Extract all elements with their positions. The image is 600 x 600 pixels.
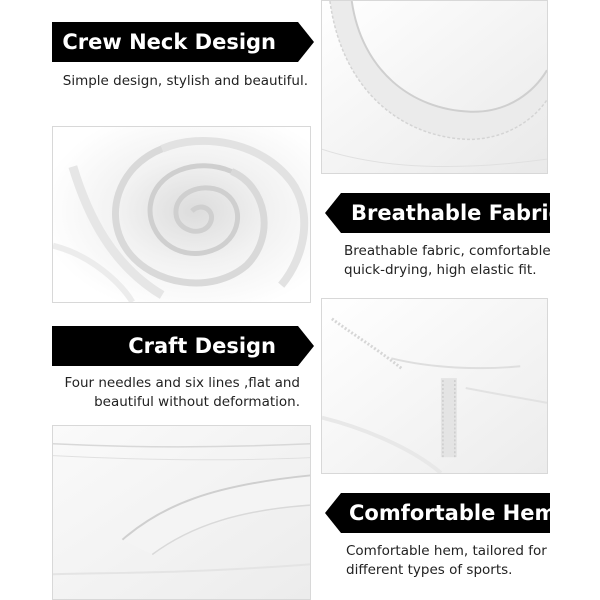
stitching-illustration [322, 299, 547, 473]
hem-photo [52, 425, 311, 600]
comfortable-hem-description [346, 542, 547, 580]
crew-neck-arrow-icon [298, 22, 314, 62]
hem-illustration [53, 426, 310, 599]
crew-neck-title: Crew Neck Design [62, 30, 276, 54]
fabric-swirl-illustration [53, 127, 310, 302]
craft-design-description [64, 374, 300, 412]
breathable-fabric-title: Breathable Fabric [351, 201, 562, 225]
stitching-photo [321, 298, 548, 474]
breathable-fabric-arrow-icon [325, 193, 341, 233]
comfortable-hem-description-line-1: Comfortable hem, tailored for [346, 543, 547, 559]
craft-design-description-line-2: beautiful without deformation. [94, 394, 300, 410]
fabric-swirl-photo [52, 126, 311, 303]
breathable-fabric-banner [341, 193, 562, 233]
crew-neck-photo [321, 0, 548, 174]
crew-neck-illustration [322, 1, 547, 173]
crew-neck-description-line-1: Simple design, stylish and beautiful. [62, 73, 308, 89]
breathable-fabric-description [344, 242, 551, 280]
comfortable-hem-description-line-2: different types of sports. [346, 562, 513, 578]
comfortable-hem-arrow-icon [325, 493, 341, 533]
comfortable-hem-banner [341, 493, 557, 533]
breathable-fabric-description-line-1: Breathable fabric, comfortable [344, 243, 551, 259]
craft-design-arrow-icon [298, 326, 314, 366]
craft-design-title: Craft Design [128, 334, 276, 358]
crew-neck-banner [52, 22, 298, 62]
breathable-fabric-description-line-2: quick-drying, high elastic fit. [344, 262, 537, 278]
craft-design-banner [52, 326, 298, 366]
craft-design-description-line-1: Four needles and six lines ,flat and [64, 375, 300, 391]
comfortable-hem-title: Comfortable Hem [349, 501, 557, 525]
crew-neck-description [63, 72, 308, 91]
